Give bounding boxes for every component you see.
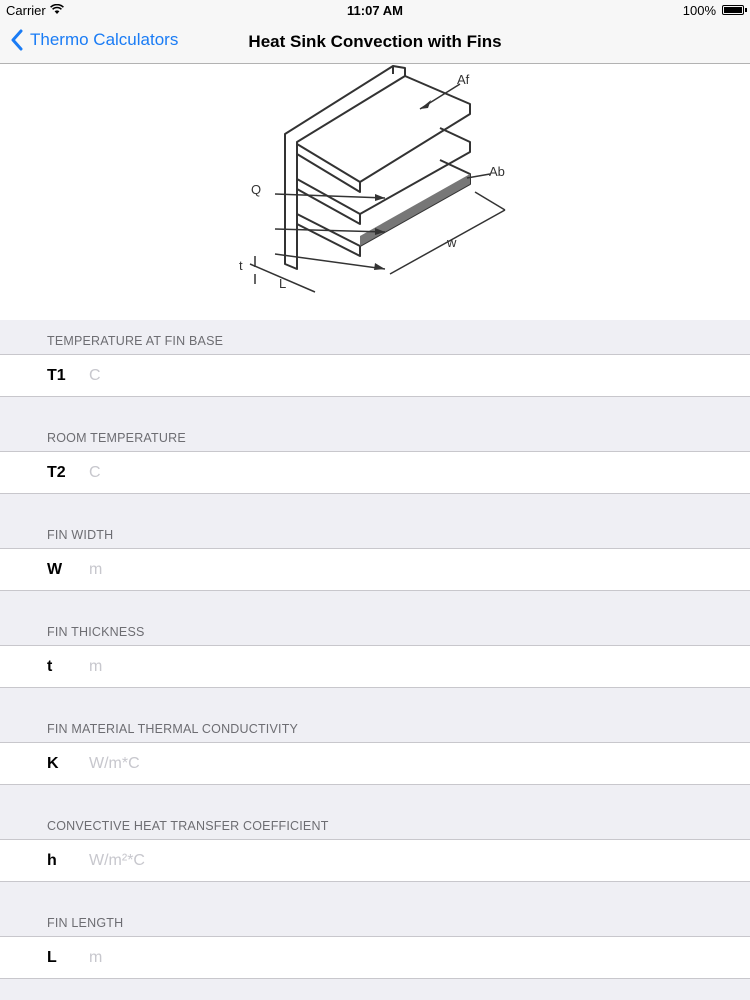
label-l: L [279,276,287,291]
k-input[interactable] [87,754,391,774]
section-label: FIN MATERIAL THERMAL CONDUCTIVITY [0,708,750,742]
field-row [0,839,750,882]
section-label: FIN WIDTH [0,514,750,548]
field-row [0,645,750,688]
label-t: t [239,258,243,273]
w-input[interactable] [87,560,391,580]
battery-icon [722,5,744,15]
back-label: Thermo Calculators [30,30,179,49]
section-label: FIN LENGTH [0,902,750,936]
page-title: Heat Sink Convection with Fins [248,32,502,51]
section-label: ROOM TEMPERATURE [0,417,750,451]
form [0,320,750,979]
navigation-bar [0,20,750,64]
field-row [0,936,750,979]
field-symbol: t [47,657,53,675]
section-label: FIN THICKNESS [0,611,750,645]
l-input[interactable] [87,948,391,968]
field-row [0,354,750,397]
field-row [0,742,750,785]
carrier-label: Carrier [6,3,46,18]
field-symbol: T2 [47,463,66,481]
status-bar [0,0,750,20]
diagram-header [0,64,750,320]
battery-percent: 100% [682,3,716,18]
heat-sink-diagram [235,64,525,304]
field-row [0,548,750,591]
label-af: Af [457,72,470,87]
section-label: TEMPERATURE AT FIN BASE [0,320,750,354]
t-input[interactable] [87,657,391,677]
label-w: w [447,235,457,250]
section-label: CONVECTIVE HEAT TRANSFER COEFFICIENT [0,805,750,839]
h-input[interactable] [87,851,391,871]
field-symbol: W [47,560,63,578]
field-symbol: h [47,851,57,869]
clock: 11:07 AM [347,3,403,18]
t1-input[interactable] [87,366,391,386]
label-ab: Ab [489,164,505,179]
t2-input[interactable] [87,463,391,483]
field-row [0,451,750,494]
field-symbol: T1 [47,366,66,384]
label-q: Q [251,182,262,197]
field-symbol: K [47,754,59,772]
field-symbol: L [47,948,57,966]
